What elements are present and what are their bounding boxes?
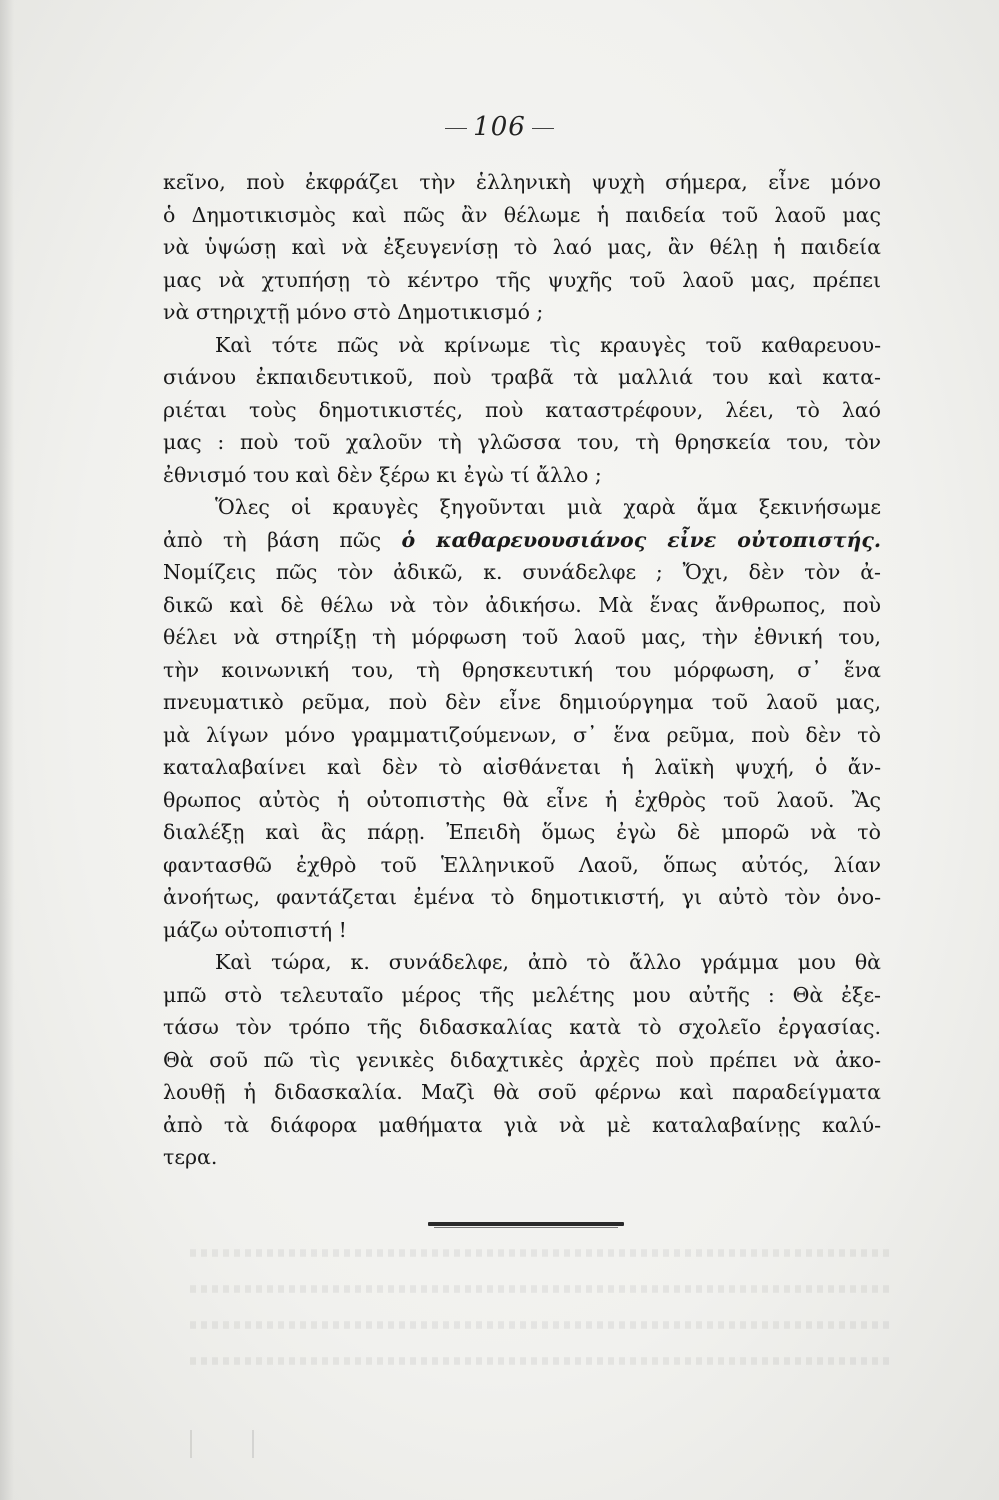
text-line: μὰ λίγων μόνο γραμματιζούμενων, σ᾽ ἕνα ρεῦμα, ποὺ δὲν τὸ <box>163 722 881 747</box>
paragraph-start-line: Καὶ τότε πῶς νὰ κρίνωμε τὶς κραυγὲς τοῦ καθαρευου- <box>215 332 881 357</box>
page-number <box>0 112 999 142</box>
text-line: νὰ στηριχτῇ μόνο στὸ Δημοτικισμό ; <box>163 300 544 324</box>
text-line: Νομίζεις πῶς τὸν ἀδικῶ, κ. συνάδελφε ; Ὄχι, δὲν τὸν ἀ- <box>163 560 881 584</box>
page-number-value: 106 <box>473 112 526 142</box>
text-line: σιάνου ἐκπαιδευτικοῦ, ποὺ τραβᾶ τὰ μαλλιά του καὶ κατα- <box>163 365 881 389</box>
bleed-through-mark <box>190 1430 254 1458</box>
text-line: μάζω οὐτοπιστή ! <box>163 917 347 942</box>
page-gutter-shadow <box>0 0 14 1500</box>
text-line: καταλαβαίνει καὶ δὲν τὸ αἰσθάνεται ἡ λαϊκὴ ψυχή, ὁ ἄν- <box>163 755 881 779</box>
section-separator-rule <box>428 1222 624 1226</box>
text-line: μας νὰ χτυπήσῃ τὸ κέντρο τῆς ψυχῆς τοῦ λαοῦ μας, πρέπει <box>163 267 881 292</box>
text-line: πνευματικὸ ρεῦμα, ποὺ δὲν εἶνε δημιούργημα τοῦ λαοῦ μας, <box>163 690 881 714</box>
text-line: τὴν κοινωνική του, τὴ θρησκευτική του μόρφωση, σ᾽ ἕνα <box>163 657 881 682</box>
text-line-with-emphasis <box>163 524 881 557</box>
paragraph-start-line: Ὅλες οἱ κραυγὲς ξηγοῦνται μιὰ χαρὰ ἅμα ξεκινήσωμε <box>215 495 881 519</box>
text-line: ἀνοήτως, φαντάζεται ἐμένα τὸ δημοτικιστή, γι αὐτὸ τὸν ὀνο- <box>163 885 881 909</box>
text-line: ριέται τοὺς δημοτικιστές, ποὺ καταστρέφουν, λέει, τὸ λαό <box>163 397 881 422</box>
paragraph-start-line: Καὶ τώρα, κ. συνάδελφε, ἀπὸ τὸ ἄλλο γράμμα μου θὰ <box>215 950 881 974</box>
text-line: μας : ποὺ τοῦ χαλοῦν τὴ γλῶσσα του, τὴ θρησκεία του, τὸν <box>163 430 881 454</box>
text-line: ἀπὸ τὰ διάφορα μαθήματα γιὰ νὰ μὲ καταλαβαίνῃς καλύ- <box>163 1112 881 1137</box>
text-line: θρωπος αὐτὸς ἡ οὐτοπιστὴς θὰ εἶνε ἡ ἐχθρὸς τοῦ λαοῦ. Ἂς <box>163 787 881 812</box>
text-line: τερα. <box>163 1145 218 1169</box>
text-line: μπῶ στὸ τελευταῖο μέρος τῆς μελέτης μου αὐτῆς : Θὰ ἐξε- <box>163 982 881 1007</box>
page-number-dash-left <box>445 128 467 129</box>
text-line: διαλέξῃ καὶ ἂς πάρῃ. Ἐπειδὴ ὅμως ἐγὼ δὲ μπορῶ νὰ τὸ <box>163 820 881 844</box>
text-line: Θὰ σοῦ πῶ τὶς γενικὲς διδαχτικὲς ἀρχὲς ποὺ πρέπει νὰ ἀκο- <box>163 1047 881 1072</box>
body-text <box>163 166 881 1174</box>
text-line: κεῖνο, ποὺ ἐκφράζει τὴν ἑλληνικὴ ψυχὴ σήμερα, εἶνε μόνο <box>163 170 881 194</box>
page-number-dash-right <box>532 128 554 129</box>
text-line: ὁ Δημοτικισμὸς καὶ πῶς ἂν θέλωμε ἡ παιδεία τοῦ λαοῦ μας <box>163 202 881 227</box>
line-prefix: ἀπὸ τὴ βάση πῶς <box>163 527 402 552</box>
text-line: ἐθνισμό του καὶ δὲν ξέρω κι ἐγὼ τί ἄλλο ; <box>163 462 602 487</box>
text-line: τάσω τὸν τρόπο τῆς διδασκαλίας κατὰ τὸ σχολεῖο ἐργασίας. <box>163 1015 881 1039</box>
bleed-through-text <box>190 1238 890 1418</box>
emphasized-phrase: ὁ καθαρευουσιάνος εἶνε οὐτοπιστής. <box>401 527 881 552</box>
text-line: δικῶ καὶ δὲ θέλω νὰ τὸν ἀδικήσω. Μὰ ἕνας ἄνθρωπος, ποὺ <box>163 592 881 617</box>
text-line: νὰ ὑψώσῃ καὶ νὰ ἐξευγενίσῃ τὸ λαό μας, ἂν θέλῃ ἡ παιδεία <box>163 235 881 259</box>
text-line: λουθῇ ἡ διδασκαλία. Μαζὶ θὰ σοῦ φέρνω καὶ παραδείγματα <box>163 1080 881 1104</box>
text-line: φαντασθῶ ἐχθρὸ τοῦ Ἑλληνικοῦ Λαοῦ, ὅπως αὐτός, λίαν <box>163 852 881 877</box>
text-line: θέλει νὰ στηρίξῃ τὴ μόρφωση τοῦ λαοῦ μας, τὴν ἐθνική του, <box>163 625 881 649</box>
